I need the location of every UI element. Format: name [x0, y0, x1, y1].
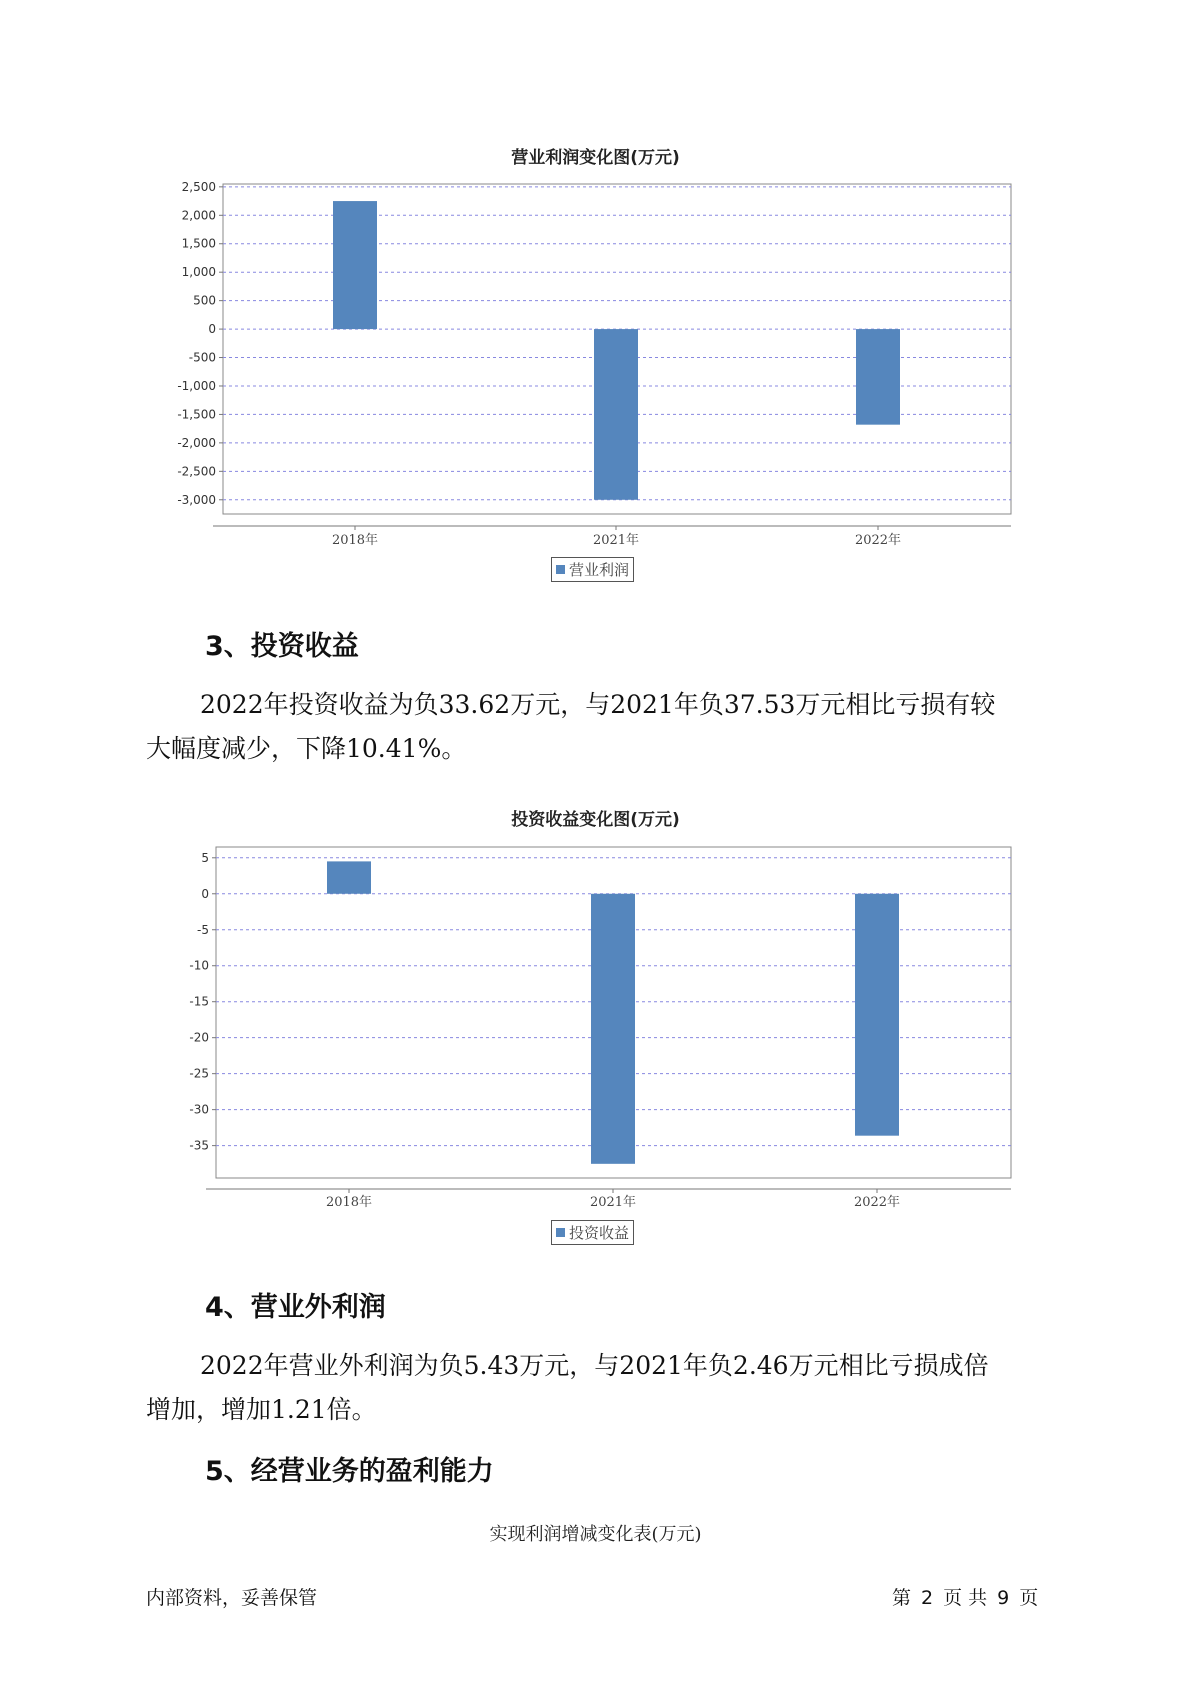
y-tick-label: -30	[189, 1102, 209, 1117]
y-tick-label: -5	[197, 922, 209, 937]
y-tick-label: -35	[189, 1138, 209, 1153]
legend-investment-income	[551, 1220, 634, 1245]
y-tick-label: -1,500	[177, 407, 216, 422]
footer-confidential-note: 内部资料，妥善保管	[146, 1587, 318, 1609]
x-tick-label: 2018年	[325, 1195, 373, 1210]
page-total: 9	[997, 1587, 1010, 1609]
bar	[327, 861, 371, 893]
legend-label: 投资收益	[569, 1224, 630, 1242]
y-tick-label: 0	[201, 886, 209, 901]
section-heading-non-operating-profit: 4、营业外利润	[205, 1292, 386, 1323]
page-current: 2	[921, 1587, 934, 1609]
legend-label: 营业利润	[569, 561, 630, 579]
bar	[591, 894, 635, 1164]
y-tick-label: -10	[189, 958, 209, 973]
x-tick-label: 2022年	[853, 1195, 901, 1210]
bar	[855, 894, 899, 1136]
paragraph-line: 2022年营业外利润为负5.43万元，与2021年负2.46万元相比亏损成倍	[200, 1351, 989, 1380]
y-tick-label: 5	[201, 850, 209, 865]
y-tick-label: -2,500	[177, 464, 216, 479]
x-tick-label: 2018年	[331, 533, 379, 548]
paragraph-line: 增加，增加1.21倍。	[146, 1395, 377, 1424]
x-tick-label: 2021年	[589, 1195, 637, 1210]
x-tick-label: 2022年	[854, 533, 902, 548]
x-tick-label: 2021年	[592, 533, 640, 548]
chart-title-investment-income: 投资收益变化图(万元)	[511, 810, 680, 830]
y-tick-label: -20	[189, 1030, 209, 1045]
y-tick-label: -1,000	[177, 378, 216, 393]
y-tick-label: 500	[193, 293, 216, 308]
y-tick-label: -15	[189, 994, 209, 1009]
y-tick-label: -25	[189, 1066, 209, 1081]
chart-title-operating-profit: 营业利润变化图(万元)	[511, 148, 680, 168]
legend-swatch	[556, 1228, 565, 1237]
page-suffix: 页	[1019, 1587, 1039, 1609]
y-tick-label: 0	[208, 322, 216, 337]
footer-page-number	[892, 1583, 1048, 1610]
paragraph-line: 2022年投资收益为负33.62万元，与2021年负37.53万元相比亏损有较	[200, 690, 996, 719]
y-tick-label: 1,500	[181, 236, 216, 251]
y-tick-label: -500	[188, 350, 216, 365]
y-tick-label: -2,000	[177, 435, 216, 450]
paragraph-line: 大幅度减少，下降10.41%。	[146, 734, 467, 763]
y-tick-label: 2,500	[181, 179, 216, 194]
page-mid: 页 共	[943, 1587, 988, 1609]
section-heading-investment-income: 3、投资收益	[205, 631, 359, 662]
section-heading-profitability: 5、经营业务的盈利能力	[205, 1456, 494, 1487]
y-tick-label: 1,000	[181, 265, 216, 280]
paragraph-non-operating-profit	[146, 1344, 1046, 1432]
table-caption: 实现利润增减变化表(万元)	[489, 1524, 702, 1545]
page-prefix: 第	[892, 1587, 912, 1609]
y-tick-label: 2,000	[181, 208, 216, 223]
y-tick-label: -3,000	[177, 492, 216, 507]
